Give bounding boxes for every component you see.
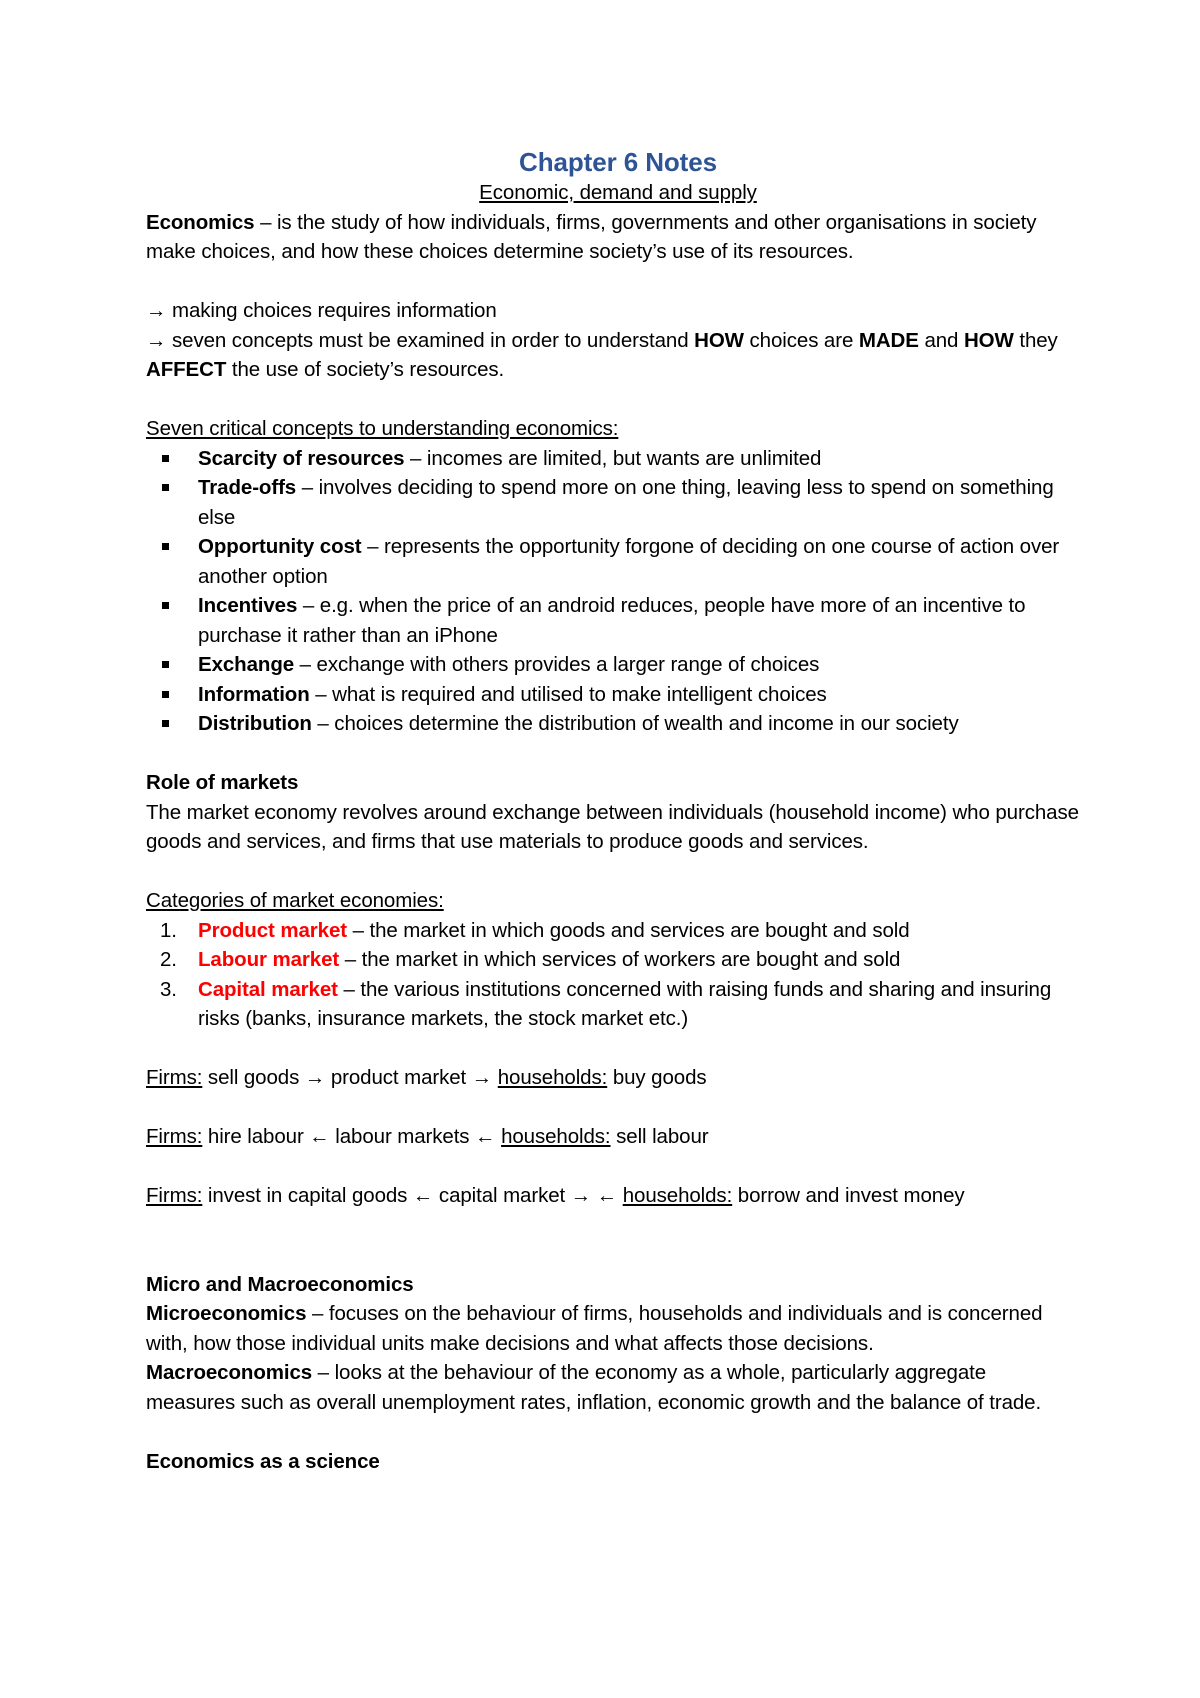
flow-line-product <box>146 1063 1080 1093</box>
flow-end: borrow and invest money <box>732 1184 965 1207</box>
micro-term: Microeconomics <box>146 1302 307 1325</box>
arrow-line-2-made: MADE <box>858 328 919 352</box>
concept-term: Trade-offs <box>198 476 297 499</box>
concept-term: Information <box>198 682 310 706</box>
list-item <box>146 532 1080 591</box>
arrow-line-2-text-d: they <box>1013 328 1058 352</box>
arrow-line-1: → making choices requires information <box>146 299 497 322</box>
arrow-line-2 <box>146 326 1080 385</box>
flow-line-capital <box>146 1181 1080 1211</box>
concept-desc: – choices determine the distribution of wealth and income in our society <box>311 712 959 735</box>
households-label: households: <box>622 1184 733 1207</box>
list-item <box>146 916 1080 946</box>
macro-definition <box>146 1358 1080 1417</box>
firms-label: Firms: <box>146 1066 203 1089</box>
list-item <box>146 709 1080 739</box>
page-title: Chapter 6 Notes <box>519 147 717 177</box>
list-item <box>146 680 1080 710</box>
markets-text: The market economy revolves around exchange between individuals (household income) who purchase goods and services, and firms that use materials to produce goods and services. <box>146 800 1079 853</box>
firms-label: Firms: <box>146 1184 203 1207</box>
item-number: 3. <box>160 977 177 1001</box>
concepts-list <box>146 444 1080 739</box>
macro-definition-text: – looks at the behaviour of the economy as a whole, particularly aggregate measures such as overall unemployment rates, inflation, economic growth and the balance of trade. <box>146 1361 1042 1414</box>
flow-end: sell labour <box>610 1125 709 1148</box>
firms-label: Firms: <box>146 1125 203 1148</box>
micro-definition <box>146 1299 1080 1358</box>
list-item <box>146 591 1080 650</box>
concept-desc: – what is required and utilised to make intelligent choices <box>309 682 827 706</box>
flow-middle: invest in capital goods ← capital market → ← <box>202 1184 623 1207</box>
category-term: Capital market <box>198 977 338 1001</box>
arrow-line-2-text-e: the use of society’s resources. <box>226 358 505 381</box>
flow-middle: hire labour ← labour markets ← <box>202 1125 502 1148</box>
categories-heading: Categories of market economies: <box>146 889 444 912</box>
households-label: households: <box>497 1066 608 1089</box>
flow-middle: sell goods → product market → <box>202 1066 498 1089</box>
economics-definition <box>146 208 1080 267</box>
flow-line-labour <box>146 1122 1080 1152</box>
households-label: households: <box>501 1125 611 1148</box>
arrow-line-2-affect: AFFECT <box>146 358 227 381</box>
arrow-line-2-how: HOW <box>694 328 744 352</box>
micro-macro-heading: Micro and Macroeconomics <box>146 1272 414 1296</box>
list-item <box>146 650 1080 680</box>
concept-desc: – exchange with others provides a larger range of choices <box>294 653 820 676</box>
list-item <box>146 975 1080 1034</box>
list-item <box>146 444 1080 474</box>
concept-term: Incentives <box>198 594 298 617</box>
concepts-heading: Seven critical concepts to understanding economics: <box>146 417 619 440</box>
arrow-line-2-text-a: → seven concepts must be examined in order to understand <box>146 328 695 352</box>
category-desc: – the market in which goods and services are bought and sold <box>346 918 910 942</box>
item-number: 2. <box>160 948 177 971</box>
categories-list <box>146 916 1080 1034</box>
list-item <box>146 473 1080 532</box>
flow-end: buy goods <box>607 1066 707 1089</box>
concept-term: Opportunity cost <box>198 535 362 558</box>
concept-desc: – involves deciding to spend more on one thing, leaving less to spend on something else <box>198 476 1054 529</box>
concept-term: Scarcity of resources <box>198 446 405 470</box>
category-term: Product market <box>198 918 347 942</box>
economics-term: Economics <box>146 210 255 234</box>
page-subtitle: Economic, demand and supply <box>479 181 757 204</box>
list-item <box>146 945 1080 975</box>
arrow-line-2-how-2: HOW <box>963 328 1014 352</box>
concept-term: Exchange <box>198 653 295 676</box>
concept-term: Distribution <box>198 712 312 735</box>
category-desc: – the various institutions concerned with raising funds and sharing and insuring risks (banks, insurance markets, the stock market etc.) <box>198 977 1052 1030</box>
concept-desc: – e.g. when the price of an android reduces, people have more of an incentive to purchase it rather than an iPhone <box>198 594 1026 647</box>
economics-definition-text: – is the study of how individuals, firms, governments and other organisations in society make choices, and how these choices determine society’s use of its resources. <box>146 210 1037 263</box>
science-heading: Economics as a science <box>146 1449 380 1473</box>
markets-heading: Role of markets <box>146 771 299 794</box>
category-desc: – the market in which services of workers are bought and sold <box>339 948 901 971</box>
concept-desc: – represents the opportunity forgone of deciding on one course of action over another option <box>198 535 1060 588</box>
category-term: Labour market <box>198 948 340 971</box>
arrow-line-2-text-b: choices are <box>743 328 859 352</box>
macro-term: Macroeconomics <box>146 1361 313 1384</box>
arrow-line-2-text-c: and <box>918 328 964 352</box>
item-number: 1. <box>160 918 177 942</box>
concept-desc: – incomes are limited, but wants are unlimited <box>404 446 822 470</box>
micro-definition-text: – focuses on the behaviour of firms, households and individuals and is concerned with, how those individual units make decisions and what affects those decisions. <box>146 1302 1043 1355</box>
